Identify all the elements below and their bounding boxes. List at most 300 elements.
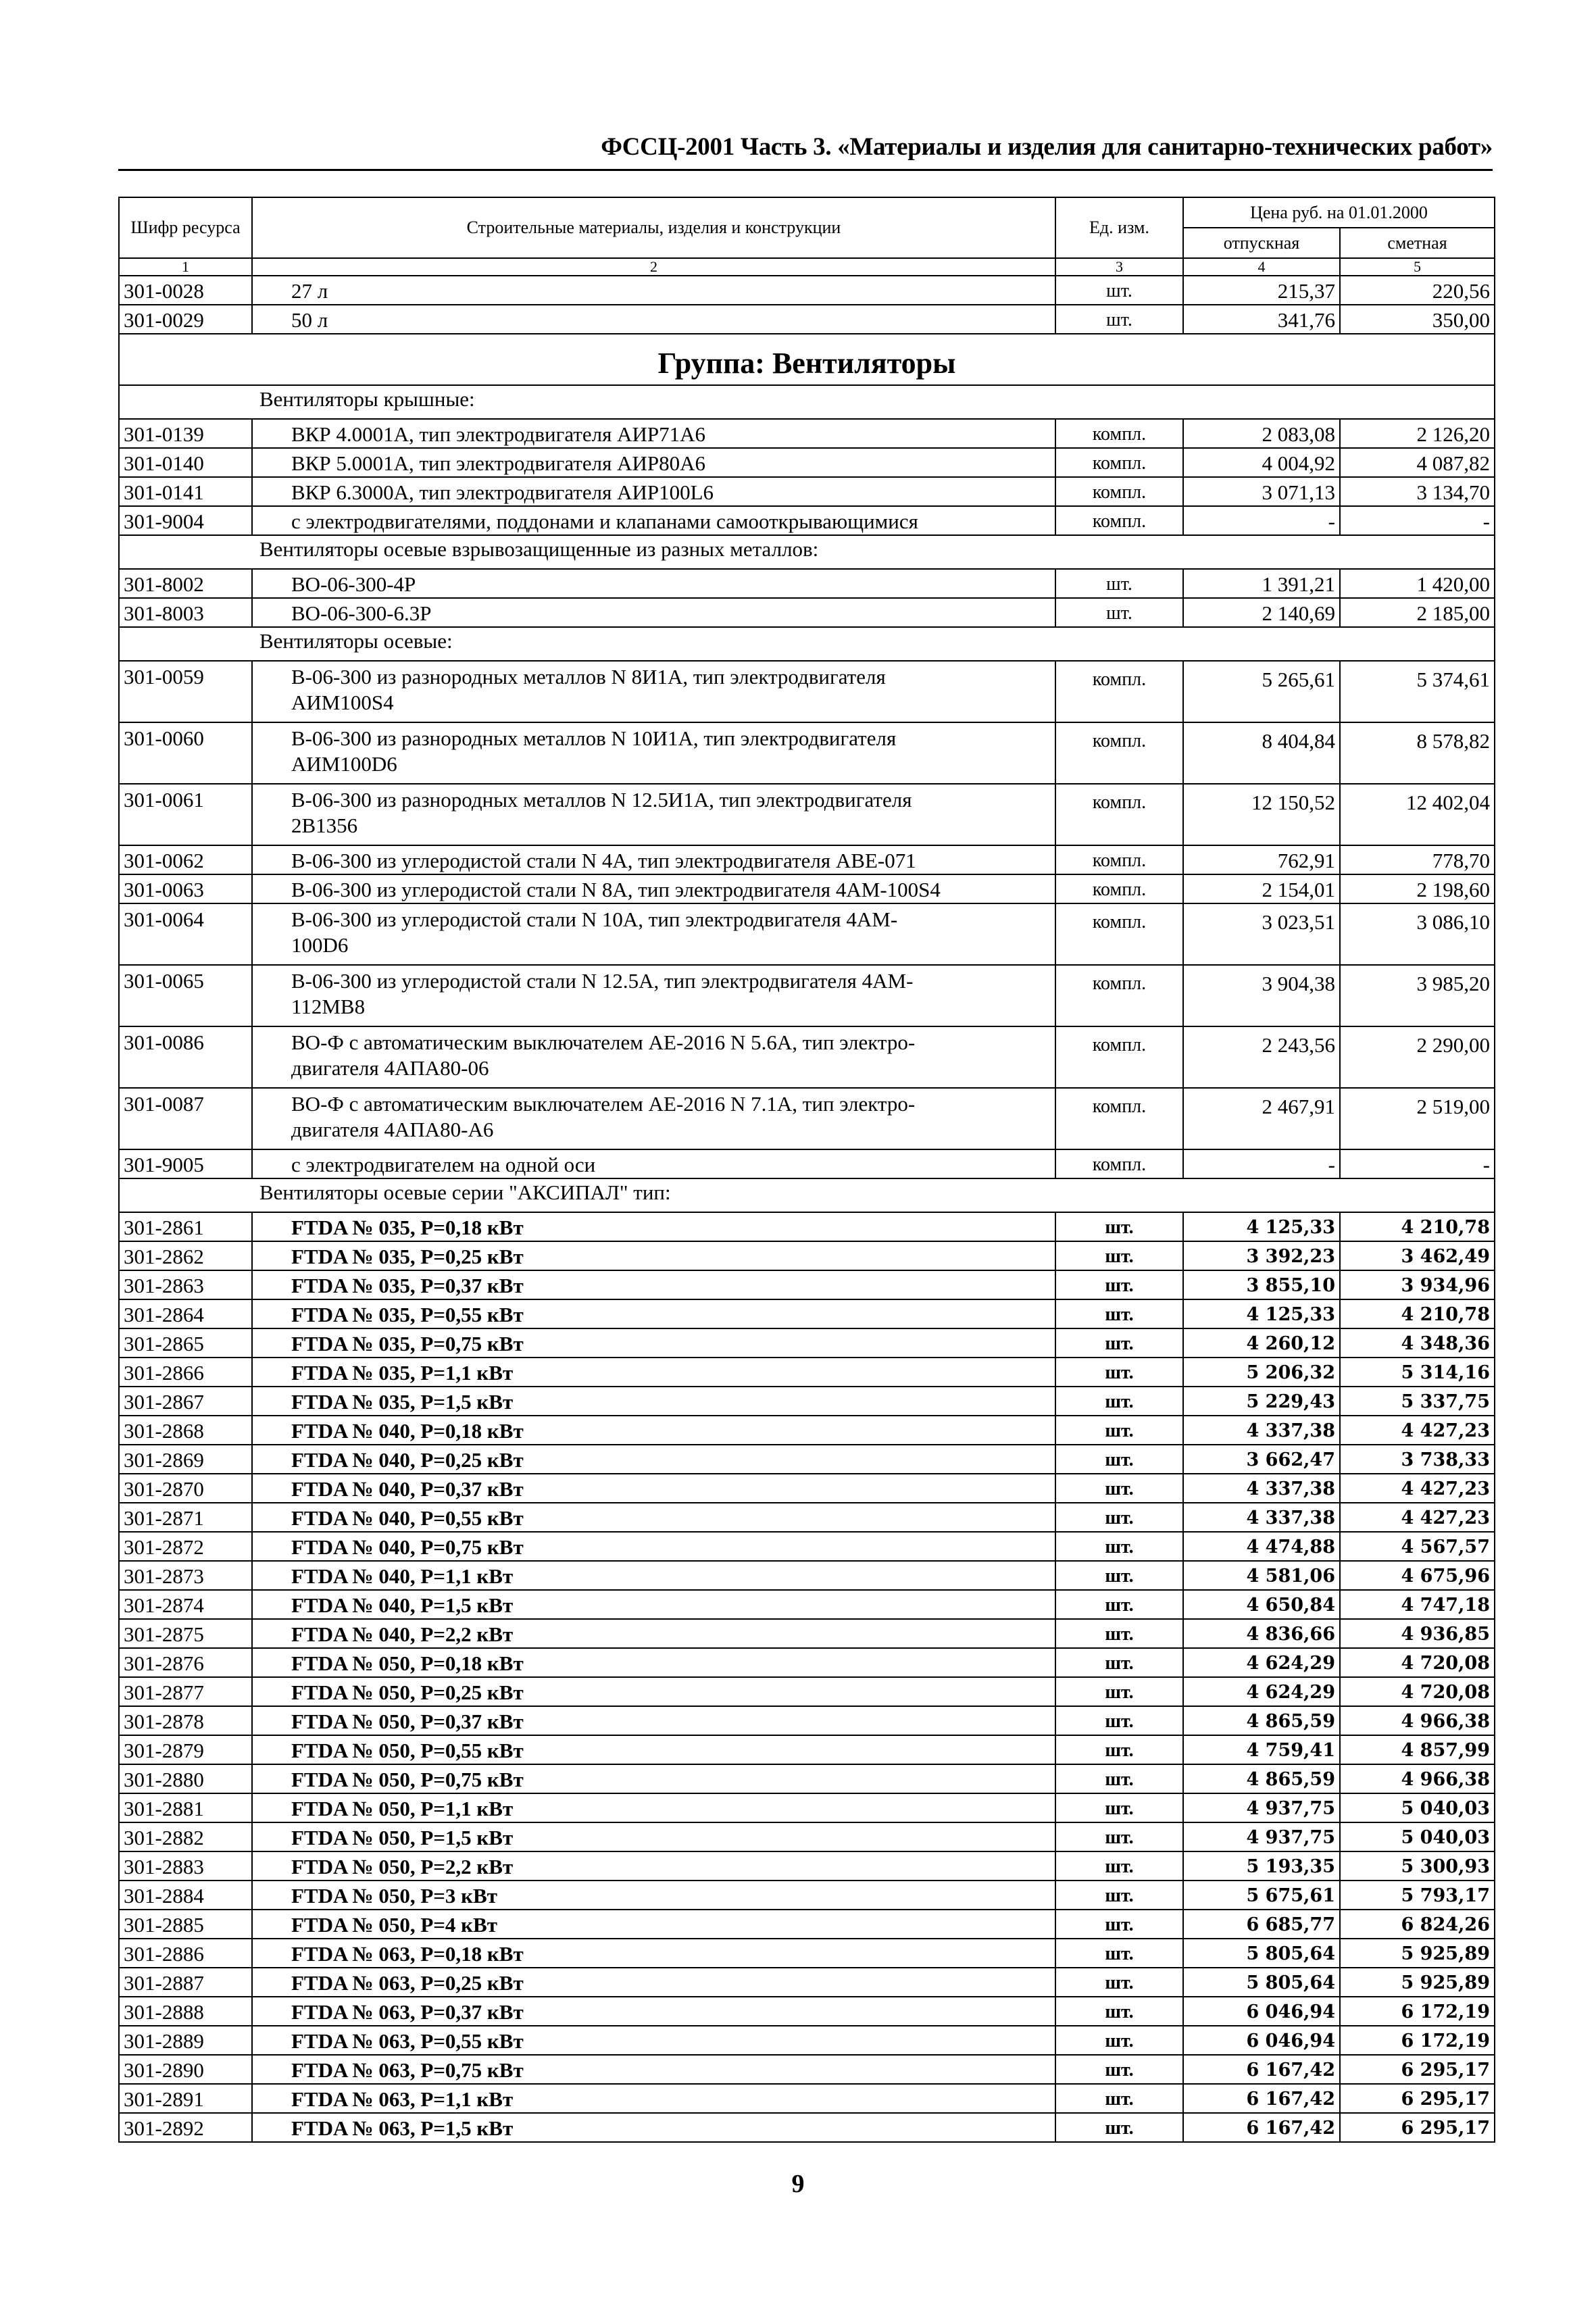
table-row bbox=[119, 1270, 1495, 1299]
price-release: 4 337,38 bbox=[1183, 1416, 1340, 1445]
unit: шт. bbox=[1055, 1445, 1183, 1474]
item-name bbox=[252, 1241, 1055, 1270]
price-estimate: 5 374,61 bbox=[1340, 661, 1495, 722]
price-release: 4 260,12 bbox=[1183, 1328, 1340, 1358]
item-name bbox=[252, 2084, 1055, 2113]
price-estimate: 2 185,00 bbox=[1340, 598, 1495, 627]
unit: шт. bbox=[1055, 1299, 1183, 1328]
resource-code: 301-2890 bbox=[119, 2055, 252, 2084]
table-row bbox=[119, 1503, 1495, 1532]
price-estimate: 6 824,26 bbox=[1340, 1910, 1495, 1939]
price-release: 6 046,94 bbox=[1183, 1997, 1340, 2026]
item-name bbox=[252, 1416, 1055, 1445]
table-row bbox=[119, 1590, 1495, 1619]
table-row bbox=[119, 1764, 1495, 1793]
unit: шт. bbox=[1055, 1648, 1183, 1677]
item-name bbox=[252, 1474, 1055, 1503]
unit: шт. bbox=[1055, 1590, 1183, 1619]
price-estimate: 4 966,38 bbox=[1340, 1706, 1495, 1735]
item-name bbox=[252, 1358, 1055, 1387]
price-release: 6 046,94 bbox=[1183, 2026, 1340, 2055]
unit: компл. bbox=[1055, 506, 1183, 535]
table-row bbox=[119, 1532, 1495, 1561]
item-name bbox=[252, 2113, 1055, 2142]
item-name-line: FTDA № 050, P=0,75 кВт bbox=[291, 1768, 524, 1791]
resource-code: 301-2882 bbox=[119, 1822, 252, 1851]
resource-code: 301-2889 bbox=[119, 2026, 252, 2055]
price-estimate: 2 126,20 bbox=[1340, 419, 1495, 448]
resource-code: 301-0029 bbox=[119, 305, 252, 334]
column-number-row bbox=[119, 258, 1495, 276]
item-name bbox=[252, 305, 1055, 334]
table-row bbox=[119, 784, 1495, 845]
item-name-line: с электродвигателем на одной оси bbox=[291, 1153, 596, 1176]
unit: шт. bbox=[1055, 1328, 1183, 1358]
item-name-line: В-06-300 из разнородных металлов N 12.5И1А, тип электродвигателя bbox=[291, 788, 912, 812]
subgroup-heading: Вентиляторы осевые взрывозащищенные из разных металлов: bbox=[119, 535, 1495, 569]
unit: шт. bbox=[1055, 598, 1183, 627]
resource-code: 301-2875 bbox=[119, 1619, 252, 1648]
item-name-line: FTDA № 050, P=0,25 кВт bbox=[291, 1681, 524, 1704]
table-row bbox=[119, 1619, 1495, 1648]
item-name-line: двигателя 4АПА80-06 bbox=[291, 1056, 489, 1080]
unit: компл. bbox=[1055, 874, 1183, 903]
item-name bbox=[252, 845, 1055, 874]
page-number: 9 bbox=[791, 2170, 805, 2198]
price-estimate: 4 087,82 bbox=[1340, 448, 1495, 477]
price-estimate: 4 427,23 bbox=[1340, 1503, 1495, 1532]
item-name-line: В-06-300 из углеродистой стали N 4А, тип электродвигателя АВЕ-071 bbox=[291, 849, 916, 872]
resource-code: 301-2877 bbox=[119, 1677, 252, 1706]
subgroup-heading-row bbox=[119, 535, 1495, 569]
item-name bbox=[252, 2026, 1055, 2055]
resource-code: 301-2874 bbox=[119, 1590, 252, 1619]
unit: компл. bbox=[1055, 784, 1183, 845]
price-estimate: 4 210,78 bbox=[1340, 1212, 1495, 1241]
unit: шт. bbox=[1055, 1212, 1183, 1241]
table-row bbox=[119, 845, 1495, 874]
price-release: 4 865,59 bbox=[1183, 1706, 1340, 1735]
resource-code: 301-0028 bbox=[119, 276, 252, 305]
item-name bbox=[252, 1270, 1055, 1299]
col-header-code: Шифр ресурса bbox=[119, 197, 252, 258]
price-release: 6 685,77 bbox=[1183, 1910, 1340, 1939]
price-table bbox=[118, 197, 1495, 2143]
item-name bbox=[252, 1532, 1055, 1561]
col-header-name: Строительные материалы, изделия и конструкции bbox=[252, 197, 1055, 258]
resource-code: 301-2883 bbox=[119, 1851, 252, 1881]
item-name-line: FTDA № 050, P=1,5 кВт bbox=[291, 1826, 514, 1849]
resource-code: 301-2868 bbox=[119, 1416, 252, 1445]
resource-code: 301-2862 bbox=[119, 1241, 252, 1270]
unit: шт. bbox=[1055, 1851, 1183, 1881]
item-name-line: FTDA № 050, P=2,2 кВт bbox=[291, 1855, 514, 1878]
unit: шт. bbox=[1055, 1793, 1183, 1822]
price-estimate: 5 314,16 bbox=[1340, 1358, 1495, 1387]
item-name bbox=[252, 1793, 1055, 1822]
item-name-line: FTDA № 050, P=1,1 кВт bbox=[291, 1797, 514, 1820]
item-name-line: FTDA № 063, P=1,1 кВт bbox=[291, 2087, 514, 2111]
item-name-line: ВО-Ф с автоматическим выключателем АЕ-2016 N 7.1А, тип электро- bbox=[291, 1092, 916, 1116]
table-row bbox=[119, 1387, 1495, 1416]
table-row bbox=[119, 1088, 1495, 1149]
header-rule bbox=[118, 169, 1493, 171]
item-name bbox=[252, 1677, 1055, 1706]
item-name bbox=[252, 1851, 1055, 1881]
table-row bbox=[119, 1212, 1495, 1241]
item-name-line: FTDA № 050, P=3 кВт bbox=[291, 1884, 497, 1908]
unit: компл. bbox=[1055, 903, 1183, 965]
price-release: 12 150,52 bbox=[1183, 784, 1340, 845]
unit: шт. bbox=[1055, 1939, 1183, 1968]
resource-code: 301-2879 bbox=[119, 1735, 252, 1764]
item-name-line: FTDA № 050, P=0,55 кВт bbox=[291, 1739, 524, 1762]
price-release: 6 167,42 bbox=[1183, 2113, 1340, 2142]
item-name bbox=[252, 1328, 1055, 1358]
price-release: 2 140,69 bbox=[1183, 598, 1340, 627]
item-name bbox=[252, 1968, 1055, 1997]
item-name bbox=[252, 903, 1055, 965]
unit: шт. bbox=[1055, 1387, 1183, 1416]
unit: шт. bbox=[1055, 1416, 1183, 1445]
price-release: 4 865,59 bbox=[1183, 1764, 1340, 1793]
table-row bbox=[119, 903, 1495, 965]
item-name bbox=[252, 1910, 1055, 1939]
group-heading-row bbox=[119, 334, 1495, 385]
price-estimate: 6 295,17 bbox=[1340, 2084, 1495, 2113]
table-header-row bbox=[119, 197, 1495, 228]
unit: шт. bbox=[1055, 276, 1183, 305]
resource-code: 301-8003 bbox=[119, 598, 252, 627]
unit: шт. bbox=[1055, 1358, 1183, 1387]
resource-code: 301-2876 bbox=[119, 1648, 252, 1677]
item-name-line: FTDA № 063, P=1,5 кВт bbox=[291, 2116, 514, 2140]
resource-code: 301-2886 bbox=[119, 1939, 252, 1968]
table-row bbox=[119, 2113, 1495, 2142]
price-release: 4 004,92 bbox=[1183, 448, 1340, 477]
price-estimate: - bbox=[1340, 1149, 1495, 1178]
column-number: 2 bbox=[252, 258, 1055, 276]
price-estimate: 5 925,89 bbox=[1340, 1939, 1495, 1968]
price-estimate: 6 295,17 bbox=[1340, 2055, 1495, 2084]
item-name-line: 100D6 bbox=[291, 933, 349, 957]
price-estimate: 1 420,00 bbox=[1340, 569, 1495, 598]
price-estimate: 3 738,33 bbox=[1340, 1445, 1495, 1474]
resource-code: 301-2871 bbox=[119, 1503, 252, 1532]
unit: шт. bbox=[1055, 1270, 1183, 1299]
table-body bbox=[119, 276, 1495, 2142]
item-name bbox=[252, 1648, 1055, 1677]
table-row bbox=[119, 1474, 1495, 1503]
item-name-line: FTDA № 063, P=0,55 кВт bbox=[291, 2029, 524, 2053]
item-name bbox=[252, 448, 1055, 477]
col-header-price-estimate: сметная bbox=[1340, 228, 1495, 258]
price-release: 4 474,88 bbox=[1183, 1532, 1340, 1561]
item-name-line: FTDA № 040, P=2,2 кВт bbox=[291, 1622, 514, 1646]
price-estimate: 3 086,10 bbox=[1340, 903, 1495, 965]
item-name-line: FTDA № 040, P=0,75 кВт bbox=[291, 1535, 524, 1559]
unit: шт. bbox=[1055, 1532, 1183, 1561]
item-name bbox=[252, 965, 1055, 1026]
resource-code: 301-8002 bbox=[119, 569, 252, 598]
resource-code: 301-2878 bbox=[119, 1706, 252, 1735]
price-estimate: 2 290,00 bbox=[1340, 1026, 1495, 1088]
table-row bbox=[119, 477, 1495, 506]
unit: шт. bbox=[1055, 2113, 1183, 2142]
price-estimate: 4 427,23 bbox=[1340, 1474, 1495, 1503]
price-release: 4 759,41 bbox=[1183, 1735, 1340, 1764]
item-name-line: FTDA № 035, P=0,55 кВт bbox=[291, 1303, 524, 1326]
price-estimate: 2 198,60 bbox=[1340, 874, 1495, 903]
resource-code: 301-0061 bbox=[119, 784, 252, 845]
unit: шт. bbox=[1055, 1474, 1183, 1503]
unit: компл. bbox=[1055, 965, 1183, 1026]
item-name bbox=[252, 1619, 1055, 1648]
price-release: 4 624,29 bbox=[1183, 1677, 1340, 1706]
resource-code: 301-2863 bbox=[119, 1270, 252, 1299]
unit: шт. bbox=[1055, 1619, 1183, 1648]
table-row bbox=[119, 1677, 1495, 1706]
unit: компл. bbox=[1055, 661, 1183, 722]
price-release: 2 243,56 bbox=[1183, 1026, 1340, 1088]
table-row bbox=[119, 2084, 1495, 2113]
table-row bbox=[119, 569, 1495, 598]
resource-code: 301-0087 bbox=[119, 1088, 252, 1149]
resource-code: 301-2864 bbox=[119, 1299, 252, 1328]
table-row bbox=[119, 965, 1495, 1026]
table-row bbox=[119, 1997, 1495, 2026]
table-row bbox=[119, 874, 1495, 903]
price-estimate: 4 210,78 bbox=[1340, 1299, 1495, 1328]
item-name bbox=[252, 1822, 1055, 1851]
item-name-line: 27 л bbox=[291, 279, 328, 303]
item-name-line: FTDA № 063, P=0,75 кВт bbox=[291, 2058, 524, 2082]
table-row bbox=[119, 1939, 1495, 1968]
price-estimate: 5 300,93 bbox=[1340, 1851, 1495, 1881]
price-release: 4 650,84 bbox=[1183, 1590, 1340, 1619]
col-header-price: Цена руб. на 01.01.2000 bbox=[1183, 197, 1495, 228]
price-estimate: 4 857,99 bbox=[1340, 1735, 1495, 1764]
unit: компл. bbox=[1055, 722, 1183, 784]
price-release: 4 337,38 bbox=[1183, 1503, 1340, 1532]
item-name-line: ВКР 4.0001А, тип электродвигателя АИР71А6 bbox=[291, 422, 705, 446]
unit: шт. bbox=[1055, 1910, 1183, 1939]
resource-code: 301-9005 bbox=[119, 1149, 252, 1178]
column-number: 4 bbox=[1183, 258, 1340, 276]
resource-code: 301-2866 bbox=[119, 1358, 252, 1387]
group-heading: Группа: Вентиляторы bbox=[119, 334, 1495, 385]
item-name-line: В-06-300 из разнородных металлов N 10И1А, тип электродвигателя bbox=[291, 726, 897, 750]
resource-code: 301-0139 bbox=[119, 419, 252, 448]
subgroup-heading: Вентиляторы осевые серии "АКСИПАЛ" тип: bbox=[119, 1178, 1495, 1212]
item-name bbox=[252, 1764, 1055, 1793]
unit: шт. bbox=[1055, 1706, 1183, 1735]
item-name bbox=[252, 1503, 1055, 1532]
price-release: 3 662,47 bbox=[1183, 1445, 1340, 1474]
unit: шт. bbox=[1055, 2055, 1183, 2084]
price-release: 5 675,61 bbox=[1183, 1881, 1340, 1910]
item-name-line: FTDA № 035, P=0,37 кВт bbox=[291, 1274, 524, 1297]
item-name-line: FTDA № 035, P=0,75 кВт bbox=[291, 1332, 524, 1355]
table-row bbox=[119, 1358, 1495, 1387]
table-row bbox=[119, 448, 1495, 477]
price-estimate: 4 348,36 bbox=[1340, 1328, 1495, 1358]
item-name bbox=[252, 276, 1055, 305]
price-release: 6 167,42 bbox=[1183, 2055, 1340, 2084]
item-name bbox=[252, 1026, 1055, 1088]
price-release: 1 391,21 bbox=[1183, 569, 1340, 598]
item-name-line: ВО-06-300-6.3Р bbox=[291, 601, 432, 625]
item-name bbox=[252, 1881, 1055, 1910]
item-name bbox=[252, 569, 1055, 598]
item-name-line: АИМ100D6 bbox=[291, 752, 397, 776]
price-release: 2 083,08 bbox=[1183, 419, 1340, 448]
table-row bbox=[119, 1328, 1495, 1358]
item-name-line: ВКР 5.0001А, тип электродвигателя АИР80А6 bbox=[291, 451, 705, 475]
table-row bbox=[119, 419, 1495, 448]
table-row bbox=[119, 506, 1495, 535]
price-release: 4 125,33 bbox=[1183, 1299, 1340, 1328]
resource-code: 301-0064 bbox=[119, 903, 252, 965]
unit: компл. bbox=[1055, 419, 1183, 448]
item-name bbox=[252, 722, 1055, 784]
item-name-line: FTDA № 040, P=1,1 кВт bbox=[291, 1564, 514, 1588]
item-name-line: В-06-300 из углеродистой стали N 8А, тип электродвигателя 4АМ-100S4 bbox=[291, 878, 941, 901]
price-release: 3 071,13 bbox=[1183, 477, 1340, 506]
column-number: 1 bbox=[119, 258, 252, 276]
item-name-line: В-06-300 из разнородных металлов N 8И1А, тип электродвигателя bbox=[291, 665, 886, 689]
resource-code: 301-2887 bbox=[119, 1968, 252, 1997]
resource-code: 301-2870 bbox=[119, 1474, 252, 1503]
item-name bbox=[252, 1299, 1055, 1328]
price-estimate: 778,70 bbox=[1340, 845, 1495, 874]
price-release: 5 805,64 bbox=[1183, 1968, 1340, 1997]
price-release: 762,91 bbox=[1183, 845, 1340, 874]
resource-code: 301-0059 bbox=[119, 661, 252, 722]
price-estimate: 6 172,19 bbox=[1340, 1997, 1495, 2026]
table-row bbox=[119, 1793, 1495, 1822]
item-name-line: с электродвигателями, поддонами и клапанами самооткрывающимися bbox=[291, 509, 918, 533]
item-name-line: FTDA № 040, P=0,18 кВт bbox=[291, 1419, 524, 1443]
resource-code: 301-0062 bbox=[119, 845, 252, 874]
price-release: 215,37 bbox=[1183, 276, 1340, 305]
item-name-line: FTDA № 063, P=0,37 кВт bbox=[291, 2000, 524, 2024]
price-release: 2 467,91 bbox=[1183, 1088, 1340, 1149]
resource-code: 301-2892 bbox=[119, 2113, 252, 2142]
item-name-line: 50 л bbox=[291, 308, 328, 332]
price-estimate: 3 134,70 bbox=[1340, 477, 1495, 506]
price-release: 3 392,23 bbox=[1183, 1241, 1340, 1270]
resource-code: 301-2888 bbox=[119, 1997, 252, 2026]
subgroup-heading-row bbox=[119, 385, 1495, 419]
page-header-title: ФССЦ-2001 Часть 3. «Материалы и изделия для санитарно-технических работ» bbox=[601, 133, 1493, 161]
table-row bbox=[119, 1026, 1495, 1088]
table-row bbox=[119, 1299, 1495, 1328]
price-release: 3 855,10 bbox=[1183, 1270, 1340, 1299]
item-name bbox=[252, 2055, 1055, 2084]
item-name-line: FTDA № 035, P=1,5 кВт bbox=[291, 1390, 514, 1414]
price-estimate: 350,00 bbox=[1340, 305, 1495, 334]
price-estimate: 4 567,57 bbox=[1340, 1532, 1495, 1561]
resource-code: 301-0086 bbox=[119, 1026, 252, 1088]
item-name-line: В-06-300 из углеродистой стали N 12.5А, тип электродвигателя 4АМ- bbox=[291, 969, 914, 993]
unit: шт. bbox=[1055, 305, 1183, 334]
resource-code: 301-0140 bbox=[119, 448, 252, 477]
unit: шт. bbox=[1055, 1764, 1183, 1793]
item-name-line: FTDA № 063, P=0,25 кВт bbox=[291, 1971, 524, 1995]
table-row bbox=[119, 1416, 1495, 1445]
price-release: 4 125,33 bbox=[1183, 1212, 1340, 1241]
resource-code: 301-0060 bbox=[119, 722, 252, 784]
table-row bbox=[119, 2055, 1495, 2084]
resource-code: 301-2861 bbox=[119, 1212, 252, 1241]
item-name bbox=[252, 1706, 1055, 1735]
item-name-line: FTDA № 063, P=0,18 кВт bbox=[291, 1942, 524, 1966]
resource-code: 301-2869 bbox=[119, 1445, 252, 1474]
price-release: - bbox=[1183, 506, 1340, 535]
item-name bbox=[252, 1088, 1055, 1149]
item-name-line: двигателя 4АПА80-А6 bbox=[291, 1118, 494, 1141]
item-name-line: 2В1356 bbox=[291, 814, 358, 837]
item-name bbox=[252, 874, 1055, 903]
item-name-line: FTDA № 040, P=1,5 кВт bbox=[291, 1593, 514, 1617]
unit: шт. bbox=[1055, 569, 1183, 598]
item-name-line: FTDA № 050, P=0,37 кВт bbox=[291, 1710, 524, 1733]
resource-code: 301-2881 bbox=[119, 1793, 252, 1822]
price-release: 5 206,32 bbox=[1183, 1358, 1340, 1387]
resource-code: 301-2865 bbox=[119, 1328, 252, 1358]
item-name bbox=[252, 1735, 1055, 1764]
item-name bbox=[252, 598, 1055, 627]
unit: компл. bbox=[1055, 448, 1183, 477]
table-row bbox=[119, 1445, 1495, 1474]
price-estimate: 3 934,96 bbox=[1340, 1270, 1495, 1299]
table-row bbox=[119, 1968, 1495, 1997]
price-estimate: 8 578,82 bbox=[1340, 722, 1495, 784]
item-name bbox=[252, 1387, 1055, 1416]
table-row bbox=[119, 1706, 1495, 1735]
subgroup-heading: Вентиляторы осевые: bbox=[119, 627, 1495, 661]
unit: компл. bbox=[1055, 1149, 1183, 1178]
unit: шт. bbox=[1055, 1241, 1183, 1270]
item-name bbox=[252, 1590, 1055, 1619]
table-row bbox=[119, 1241, 1495, 1270]
item-name-line: FTDA № 035, P=1,1 кВт bbox=[291, 1361, 514, 1385]
column-number: 3 bbox=[1055, 258, 1183, 276]
table-row bbox=[119, 2026, 1495, 2055]
price-estimate: 4 720,08 bbox=[1340, 1648, 1495, 1677]
price-estimate: 4 747,18 bbox=[1340, 1590, 1495, 1619]
price-estimate: 4 966,38 bbox=[1340, 1764, 1495, 1793]
col-header-unit: Ед. изм. bbox=[1055, 197, 1183, 258]
column-number: 5 bbox=[1340, 258, 1495, 276]
price-estimate: - bbox=[1340, 506, 1495, 535]
item-name-line: ВО-Ф с автоматическим выключателем АЕ-2016 N 5.6А, тип электро- bbox=[291, 1030, 916, 1054]
table-row bbox=[119, 1910, 1495, 1939]
item-name bbox=[252, 1149, 1055, 1178]
item-name bbox=[252, 1561, 1055, 1590]
item-name-line: FTDA № 040, P=0,25 кВт bbox=[291, 1448, 524, 1472]
resource-code: 301-0065 bbox=[119, 965, 252, 1026]
item-name bbox=[252, 419, 1055, 448]
price-release: 4 581,06 bbox=[1183, 1561, 1340, 1590]
item-name bbox=[252, 506, 1055, 535]
price-release: 4 836,66 bbox=[1183, 1619, 1340, 1648]
item-name-line: АИМ100S4 bbox=[291, 691, 394, 714]
unit: шт. bbox=[1055, 1997, 1183, 2026]
item-name-line: FTDA № 035, P=0,25 кВт bbox=[291, 1245, 524, 1268]
item-name-line: FTDA № 040, P=0,37 кВт bbox=[291, 1477, 524, 1501]
